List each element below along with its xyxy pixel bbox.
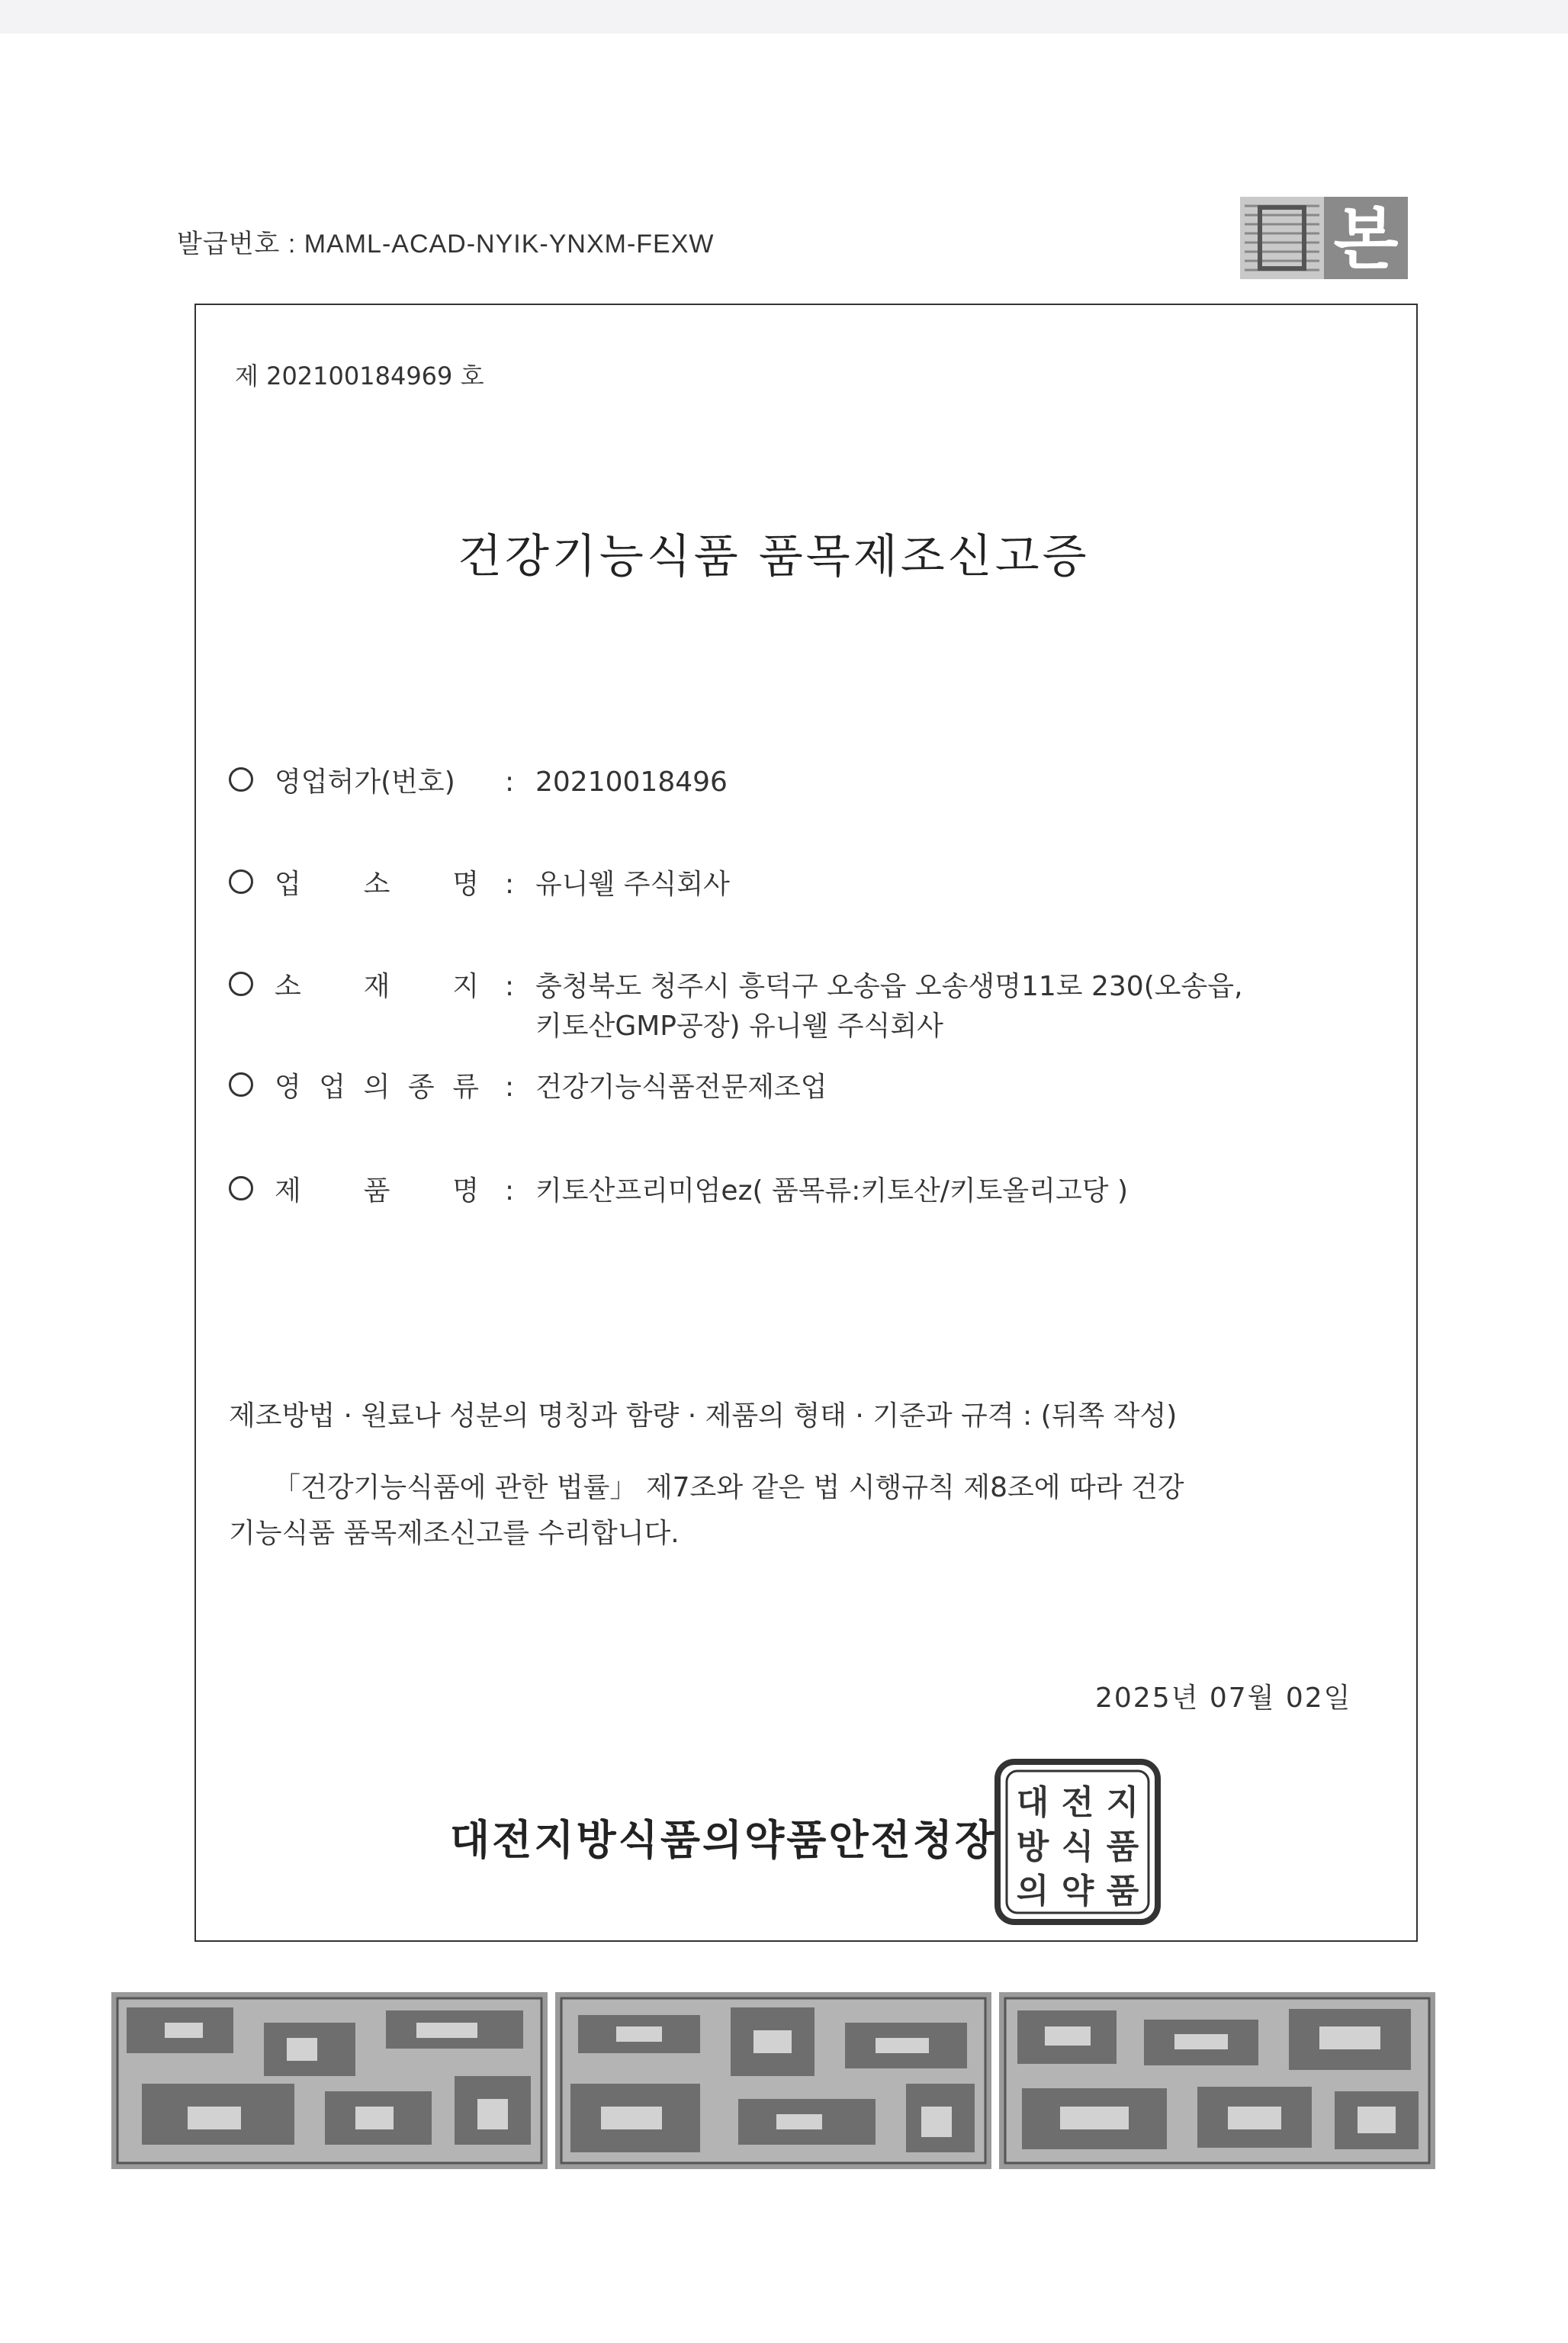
field-value: 건강기능식품전문제조업 [535, 1072, 827, 1103]
field-label: 영 업 의 종 류 [275, 1072, 479, 1103]
circle-bullet-icon [229, 1176, 253, 1200]
security-pattern-3 [999, 1992, 1435, 2169]
security-pattern-2 [555, 1992, 991, 2169]
field-label: 제 품 명 [275, 1175, 479, 1207]
field-colon: : [505, 1072, 515, 1103]
document-number: 제 202100184969 호 [235, 362, 484, 390]
copy-stamp-icon [1240, 197, 1408, 279]
field-colon: : [505, 767, 515, 798]
field-label: 영업허가(번호) [275, 767, 455, 798]
copy-mark: 본 [1333, 200, 1399, 278]
circle-bullet-icon [229, 767, 253, 792]
field-value: 20210018496 [535, 767, 728, 798]
security-pattern-1 [111, 1992, 548, 2169]
field-value: 충청북도 청주시 흥덕구 오송읍 오송생명11로 230(오송읍, 키토산GMP공장) 유니웰 주식회사 [535, 971, 1243, 1042]
field-label: 업 소 명 [275, 869, 479, 900]
circle-bullet-icon [229, 972, 253, 996]
field-colon: : [505, 1175, 515, 1207]
field-value: 유니웰 주식회사 [535, 869, 730, 900]
note-manufacturing-method: 제조방법 · 원료나 성분의 명칭과 함량 · 제품의 형태 · 기준과 규격 : (뒤쪽 작성) [229, 1400, 1178, 1432]
svg-text:약: 약 [1061, 1872, 1094, 1911]
svg-text:대: 대 [1016, 1783, 1049, 1822]
svg-text:전: 전 [1061, 1783, 1094, 1822]
svg-text:품: 품 [1106, 1827, 1139, 1866]
note-legal-line-2: 기능식품 품목제조신고를 수리합니다. [229, 1518, 680, 1549]
svg-text:식: 식 [1061, 1827, 1094, 1866]
field-colon: : [505, 869, 515, 900]
svg-text:방: 방 [1016, 1827, 1049, 1866]
official-seal-icon [994, 1759, 1161, 1925]
circle-bullet-icon [229, 1072, 253, 1097]
circle-bullet-icon [229, 869, 253, 894]
svg-text:지: 지 [1106, 1783, 1139, 1822]
issue-number: 발급번호 : MAML-ACAD-NYIK-YNXM-FEXW [177, 230, 715, 259]
field-label: 소 재 지 [275, 971, 479, 1002]
issue-date: 2025년 07월 02일 [1095, 1683, 1352, 1714]
field-value: 키토산프리미엄ez( 품목류:키토산/키토올리고당 ) [535, 1175, 1129, 1207]
issuer-name: 대전지방식품의약품안전청장 [450, 1816, 998, 1864]
svg-text:품: 품 [1106, 1872, 1139, 1911]
top-strip [0, 0, 1568, 34]
svg-text:의: 의 [1016, 1872, 1049, 1911]
page-title: 건강기능식품 품목제조신고증 [458, 530, 1090, 583]
note-legal-line-1: 「건강기능식품에 관한 법률」 제7조와 같은 법 시행규칙 제8조에 따라 건강 [273, 1472, 1184, 1503]
field-colon: : [505, 971, 515, 1002]
